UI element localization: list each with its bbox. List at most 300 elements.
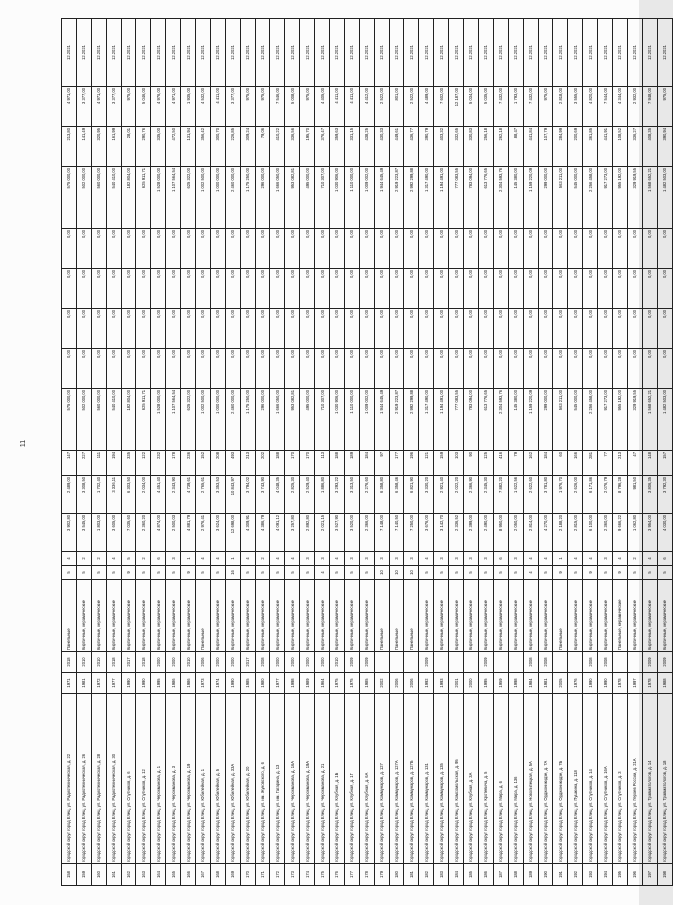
year-built-cell: 1978 <box>612 673 627 694</box>
deadline-cell: 12.2021 <box>598 19 613 87</box>
address-cell: городской округ город Елец, ул. Спутников, д. 12 <box>136 694 151 864</box>
table-row <box>389 19 404 886</box>
cost-per-m2-cell: 441,91 <box>598 127 613 167</box>
floors-cell: 10 <box>404 566 419 580</box>
year-built-cell: 1985 <box>359 673 374 694</box>
funding-source-cell: 0,00 <box>493 349 508 389</box>
total-area-cell: 3 902,80 <box>62 514 77 552</box>
table-row <box>315 19 330 886</box>
table-row <box>404 19 419 886</box>
funding-source-cell: 0,00 <box>553 349 568 389</box>
year-built-cell: 1990 <box>121 673 136 694</box>
cost-per-m2-cell: 290,76 <box>136 127 151 167</box>
fund-cost-cell: 625 322,00 <box>181 167 196 229</box>
cost-per-m2-cell: 436,77 <box>404 127 419 167</box>
wall-material-cell: Кирпичные, керамические <box>106 580 121 652</box>
wall-material-cell: Кирпичные, керамические <box>642 580 657 652</box>
floors-cell: 9 <box>553 566 568 580</box>
deadline-cell: 12.2021 <box>538 19 553 87</box>
cost-per-m2-cell: 359,63 <box>330 127 345 167</box>
funding-source-cell: 0,00 <box>464 229 479 269</box>
deadline-cell: 12.2021 <box>657 19 672 87</box>
year-repair-cell: 2008 <box>523 652 538 673</box>
living-area-cell: 3 330,20 <box>419 476 434 514</box>
deadline-cell: 12.2021 <box>493 19 508 87</box>
fund-cost-cell: 495 000,00 <box>300 167 315 229</box>
residents-cell: 281 <box>583 451 598 476</box>
address-cell: городской округ город Елец, ул. Радиотехническая, д. 22 <box>62 694 77 864</box>
max-cost-cell: 2 818,00 <box>553 87 568 127</box>
cost-per-m2-cell: 390,94 <box>657 127 672 167</box>
fund-cost-cell: 2 992 299,88 <box>404 167 419 229</box>
year-repair-cell: 2009 <box>419 652 434 673</box>
year-repair-cell: 2008 <box>583 652 598 673</box>
funding-source-cell: 0,00 <box>478 309 493 349</box>
living-area-cell: 6 821,90 <box>404 476 419 514</box>
row-number-cell: 185 <box>464 864 479 886</box>
total-cost-cell: 563 211,00 <box>553 389 568 451</box>
wall-material-cell: Кирпичные, керамические <box>121 580 136 652</box>
year-repair-cell <box>374 652 389 673</box>
fund-cost-cell: 299 000,00 <box>538 167 553 229</box>
funding-source-cell: 0,00 <box>300 309 315 349</box>
page-number: 11 <box>20 439 28 448</box>
funding-source-cell: 0,00 <box>583 349 598 389</box>
deadline-cell: 12.2021 <box>523 19 538 87</box>
funding-source-cell: 0,00 <box>121 229 136 269</box>
total-area-cell: 3 257,80 <box>285 514 300 552</box>
year-repair-cell <box>449 652 464 673</box>
year-repair-cell: 2000 <box>151 652 166 673</box>
row-number-cell: 186 <box>478 864 493 886</box>
total-area-cell: 7 140,50 <box>389 514 404 552</box>
floors-cell: 9 <box>612 566 627 580</box>
total-area-cell: 7 148,00 <box>374 514 389 552</box>
row-number-cell: 163 <box>136 864 151 886</box>
total-cost-cell: 329 919,55 <box>627 389 642 451</box>
floors-cell: 5 <box>91 566 106 580</box>
fund-cost-cell: 182 804,00 <box>121 167 136 229</box>
total-cost-cell: 1 568 652,21 <box>642 389 657 451</box>
funding-source-cell: 0,00 <box>434 269 449 309</box>
residents-cell: 208 <box>210 451 225 476</box>
wall-material-cell: Панельные <box>404 580 419 652</box>
funding-source-cell: 0,00 <box>196 349 211 389</box>
residents-cell: 232 <box>151 451 166 476</box>
deadline-cell: 12.2021 <box>91 19 106 87</box>
funding-source-cell: 0,00 <box>434 229 449 269</box>
total-cost-cell: 182 804,00 <box>121 389 136 451</box>
deadline-cell: 12.2021 <box>62 19 77 87</box>
funding-source-cell: 0,00 <box>91 269 106 309</box>
funding-source-cell: 0,00 <box>419 349 434 389</box>
fund-cost-cell: 2 304 593,76 <box>493 167 508 229</box>
funding-source-cell: 0,00 <box>225 269 240 309</box>
address-cell: городской округ город Елец, ул. Орджоникидзе, д. 7Б <box>553 694 568 864</box>
floors-cell: 5 <box>419 566 434 580</box>
floors-cell: 5 <box>627 566 642 580</box>
living-area-cell: 4 451,40 <box>151 476 166 514</box>
living-area-cell: 1 702,40 <box>91 476 106 514</box>
funding-source-cell: 0,00 <box>404 229 419 269</box>
wall-material-cell: Кирпичные, керамические <box>434 580 449 652</box>
funding-source-cell: 0,00 <box>240 269 255 309</box>
address-cell: городской округ город Елец, ул. Комсомольская, д. 95 <box>449 694 464 864</box>
funding-source-cell: 0,00 <box>166 349 181 389</box>
floors-cell: 5 <box>210 566 225 580</box>
floors-cell: 5 <box>464 566 479 580</box>
row-number-cell: 170 <box>240 864 255 886</box>
total-cost-cell: 625 322,00 <box>181 389 196 451</box>
max-cost-cell: 4 344,00 <box>612 87 627 127</box>
residents-cell: 77 <box>598 451 613 476</box>
residents-cell: 189 <box>344 451 359 476</box>
funding-source-cell: 0,00 <box>553 229 568 269</box>
row-number-cell: 172 <box>270 864 285 886</box>
funding-source-cell: 0,00 <box>568 269 583 309</box>
funding-source-cell: 0,00 <box>359 349 374 389</box>
funding-source-cell: 0,00 <box>76 269 91 309</box>
total-cost-cell: 145 380,00 <box>508 389 523 451</box>
funding-source-cell: 0,00 <box>598 349 613 389</box>
total-area-cell: 3 676,00 <box>419 514 434 552</box>
max-cost-cell: 4 411,00 <box>330 87 345 127</box>
year-repair-cell: 2008 <box>598 652 613 673</box>
funding-source-cell: 0,00 <box>523 269 538 309</box>
funding-source-cell: 0,00 <box>627 229 642 269</box>
floors-cell: 5 <box>359 566 374 580</box>
table-row <box>508 19 523 886</box>
year-built-cell: 2005 <box>553 673 568 694</box>
max-cost-cell: 4 971,00 <box>62 87 77 127</box>
total-area-cell: 1 062,80 <box>627 514 642 552</box>
funding-source-cell: 0,00 <box>657 309 672 349</box>
table-row <box>121 19 136 886</box>
year-repair-cell: 2000 <box>210 652 225 673</box>
cost-per-m2-cell: 262,18 <box>493 127 508 167</box>
fund-cost-cell: 783 094,00 <box>464 167 479 229</box>
address-cell: городской округ город Елец, ул. Черокманова, д. 3 <box>166 694 181 864</box>
table-row <box>106 19 121 886</box>
floors-cell: 4 <box>523 566 538 580</box>
living-area-cell: 6 171,86 <box>583 476 598 514</box>
max-cost-cell: 3 377,00 <box>225 87 240 127</box>
table-row <box>240 19 255 886</box>
total-area-cell: 2 360,20 <box>136 514 151 552</box>
floors-cell: 5 <box>166 566 181 580</box>
deadline-cell: 12.2021 <box>240 19 255 87</box>
funding-source-cell: 0,00 <box>255 229 270 269</box>
living-area-cell: 3 336,11 <box>106 476 121 514</box>
wall-material-cell: Кирпичные, керамические <box>181 580 196 652</box>
deadline-cell: 12.2021 <box>285 19 300 87</box>
cost-per-m2-cell: 256,18 <box>478 127 493 167</box>
funding-source-cell: 0,00 <box>151 349 166 389</box>
fund-cost-cell: 575 000,00 <box>62 167 77 229</box>
max-cost-cell: 7 432,00 <box>493 87 508 127</box>
row-number-cell: 160 <box>91 864 106 886</box>
cost-per-m2-cell: 438,25 <box>359 127 374 167</box>
row-number-cell: 174 <box>300 864 315 886</box>
floors-cell: 9 <box>181 566 196 580</box>
deadline-cell: 12.2021 <box>344 19 359 87</box>
funding-source-cell: 0,00 <box>464 309 479 349</box>
deadline-cell: 12.2021 <box>419 19 434 87</box>
address-cell: городской округ город Елец, ул. Коммунаров, д. 131 <box>419 694 434 864</box>
entrances-cell: 4 <box>285 552 300 566</box>
table-row <box>151 19 166 886</box>
deadline-cell: 12.2021 <box>404 19 419 87</box>
cost-per-m2-cell: 309,24 <box>240 127 255 167</box>
funding-source-cell: 0,00 <box>106 349 121 389</box>
deadline-cell: 12.2021 <box>255 19 270 87</box>
funding-source-cell: 0,00 <box>240 229 255 269</box>
living-area-cell: 2 529,40 <box>300 476 315 514</box>
year-repair-cell: 2017 <box>121 652 136 673</box>
funding-source-cell: 0,00 <box>642 269 657 309</box>
entrances-cell: 1 <box>553 552 568 566</box>
funding-source-cell: 0,00 <box>657 229 672 269</box>
entrances-cell: 3 <box>359 552 374 566</box>
deadline-cell: 12.2021 <box>612 19 627 87</box>
residents-cell: 148 <box>642 451 657 476</box>
address-cell: городской округ город Елец, ул. Коммунаров, д. 127 <box>374 694 389 864</box>
wall-material-cell: Кирпичные, керамические <box>359 580 374 652</box>
fund-cost-cell: 2 460 000,00 <box>225 167 240 229</box>
floors-cell: 5 <box>300 566 315 580</box>
living-area-cell: 2 921,40 <box>434 476 449 514</box>
funding-source-cell: 0,00 <box>285 309 300 349</box>
year-repair-cell <box>627 652 642 673</box>
funding-source-cell: 0,00 <box>255 309 270 349</box>
total-cost-cell: 560 000,00 <box>91 389 106 451</box>
living-area-cell: 981,50 <box>627 476 642 514</box>
year-repair-cell: 2009 <box>642 652 657 673</box>
funding-source-cell: 0,00 <box>404 349 419 389</box>
funding-source-cell: 0,00 <box>464 349 479 389</box>
fund-cost-cell: 1 944 645,49 <box>374 167 389 229</box>
entrances-cell: 3 <box>598 552 613 566</box>
address-cell: городской округ город Елец, ул. Юбилейная, д. 5 <box>210 694 225 864</box>
total-cost-cell: 613 776,65 <box>478 389 493 451</box>
row-number-cell: 193 <box>583 864 598 886</box>
floors-cell: 5 <box>642 566 657 580</box>
floors-cell: 4 <box>315 566 330 580</box>
year-built-cell: 1964 <box>315 673 330 694</box>
living-area-cell: 1 886,80 <box>315 476 330 514</box>
entrances-cell: 4 <box>583 552 598 566</box>
total-cost-cell: 1 000 000,00 <box>210 389 225 451</box>
total-cost-cell: 917 273,00 <box>598 389 613 451</box>
funding-source-cell: 0,00 <box>419 229 434 269</box>
entrances-cell: 3 <box>315 552 330 566</box>
residents-cell: 202 <box>255 451 270 476</box>
total-area-cell: 6 100,00 <box>583 514 598 552</box>
wall-material-cell: Кирпичные, керамические <box>136 580 151 652</box>
fund-cost-cell: 1 175 250,00 <box>240 167 255 229</box>
deadline-cell: 12.2021 <box>627 19 642 87</box>
funding-source-cell: 0,00 <box>166 309 181 349</box>
year-built-cell: 1990 <box>225 673 240 694</box>
address-cell: городской округ город Елец, ул. Мира, д. 6 <box>493 694 508 864</box>
residents-cell: 166 <box>568 451 583 476</box>
funding-source-cell: 0,00 <box>285 229 300 269</box>
total-area-cell: 4 881,79 <box>181 514 196 552</box>
residents-cell: 147 <box>62 451 77 476</box>
living-area-cell: 3 806,35 <box>642 476 657 514</box>
funding-source-cell: 0,00 <box>449 229 464 269</box>
funding-source-cell: 0,00 <box>612 349 627 389</box>
cost-per-m2-cell: 88,47 <box>508 127 523 167</box>
funding-source-cell: 0,00 <box>121 309 136 349</box>
wall-material-cell: Кирпичные, керамические <box>657 580 672 652</box>
floors-cell: 5 <box>568 566 583 580</box>
row-number-cell: 184 <box>449 864 464 886</box>
table-row <box>598 19 613 886</box>
address-cell: городской округ город Елец, ул. Мира, д. 136 <box>508 694 523 864</box>
living-area-cell: 2 626,00 <box>568 476 583 514</box>
cost-per-m2-cell: 108,52 <box>612 127 627 167</box>
floors-cell: 10 <box>374 566 389 580</box>
funding-source-cell: 0,00 <box>181 309 196 349</box>
funding-source-cell: 0,00 <box>121 269 136 309</box>
table-row <box>627 19 642 886</box>
floors-cell: 5 <box>151 566 166 580</box>
funding-source-cell: 0,00 <box>181 229 196 269</box>
total-cost-cell: 1 107 564,54 <box>166 389 181 451</box>
funding-source-cell: 0,00 <box>538 309 553 349</box>
floors-cell: 5 <box>478 566 493 580</box>
funding-source-cell: 0,00 <box>240 349 255 389</box>
year-repair-cell: 2000 <box>270 652 285 673</box>
total-area-cell: 3 142,70 <box>434 514 449 552</box>
wall-material-cell: Кирпичные, керамические <box>255 580 270 652</box>
fund-cost-cell: 1 009 002,00 <box>359 167 374 229</box>
entrances-cell: 4 <box>240 552 255 566</box>
total-area-cell: 12 698,00 <box>225 514 240 552</box>
funding-source-cell: 0,00 <box>210 229 225 269</box>
total-cost-cell: 1 528 000,00 <box>151 389 166 451</box>
total-area-cell: 2 976,41 <box>196 514 211 552</box>
wall-material-cell: Кирпичные, керамические <box>493 580 508 652</box>
year-repair-cell <box>389 652 404 673</box>
max-cost-cell: 3 377,00 <box>106 87 121 127</box>
year-repair-cell: 2000 <box>225 652 240 673</box>
funding-source-cell: 0,00 <box>91 309 106 349</box>
table-row <box>344 19 359 886</box>
total-cost-cell: 1 159 220,09 <box>523 389 538 451</box>
funding-source-cell: 0,00 <box>404 309 419 349</box>
max-cost-cell: 1 935,00 <box>181 87 196 127</box>
table-row <box>76 19 91 886</box>
wall-material-cell: Кирпичные, керамические <box>508 580 523 652</box>
funding-source-cell: 0,00 <box>598 309 613 349</box>
living-area-cell: 2 034,00 <box>136 476 151 514</box>
funding-source-cell: 0,00 <box>553 269 568 309</box>
address-cell: городской округ город Елец, ул. Клубная, д. 3А <box>464 694 479 864</box>
funding-source-cell: 0,00 <box>91 349 106 389</box>
address-cell: городской округ город Елец, ул. Спутников, д. 6 <box>121 694 136 864</box>
year-built-cell: 1981 <box>538 673 553 694</box>
funding-source-cell: 0,00 <box>106 229 121 269</box>
table-row <box>210 19 225 886</box>
total-cost-cell: 953 082,81 <box>285 389 300 451</box>
funding-source-cell: 0,00 <box>285 349 300 389</box>
total-area-cell: 2 490,00 <box>478 514 493 552</box>
wall-material-cell: Кирпичные, керамические <box>210 580 225 652</box>
address-cell: городской округ город Елец, ул. им. Гагарина, д. 13 <box>270 694 285 864</box>
table-row <box>612 19 627 886</box>
floors-cell: 5 <box>270 566 285 580</box>
cost-per-m2-cell: 410,22 <box>270 127 285 167</box>
row-number-cell: 187 <box>493 864 508 886</box>
wall-material-cell: Кирпичные, керамические <box>315 580 330 652</box>
max-cost-cell: 4 405,00 <box>315 87 330 127</box>
funding-source-cell: 0,00 <box>374 309 389 349</box>
wall-material-cell: Кирпичные, керамические <box>285 580 300 652</box>
funding-source-cell: 0,00 <box>642 349 657 389</box>
wall-material-cell: Кирпичные, керамические <box>76 580 91 652</box>
funding-source-cell: 0,00 <box>508 229 523 269</box>
year-built-cell: 1995 <box>478 673 493 694</box>
address-cell: городской округ город Елец, ул. Юбилейная, д. 20 <box>240 694 255 864</box>
cost-per-m2-cell: 28,01 <box>121 127 136 167</box>
address-cell: городской округ город Елец, ул. Клубная, д. 6А <box>359 694 374 864</box>
total-area-cell: 3 527,90 <box>330 514 345 552</box>
address-cell: городской округ город Елец, ул. Черокманова, д. 1 <box>151 694 166 864</box>
total-cost-cell: 783 094,00 <box>464 389 479 451</box>
wall-material-cell: Кирпичные, керамические <box>523 580 538 652</box>
entrances-cell: 2 <box>255 552 270 566</box>
deadline-cell: 12.2021 <box>374 19 389 87</box>
table-row <box>330 19 345 886</box>
deadline-cell: 12.2021 <box>76 19 91 87</box>
row-number-cell: 195 <box>612 864 627 886</box>
cost-per-m2-cell: 408,35 <box>642 127 657 167</box>
funding-source-cell: 0,00 <box>166 229 181 269</box>
address-cell: городской округ город Елец, ул. Героев России, д. 21А <box>627 694 642 864</box>
year-repair-cell: 2009 <box>478 652 493 673</box>
year-repair-cell: 2006 <box>196 652 211 673</box>
year-built-cell: 1976 <box>568 673 583 694</box>
address-cell: городской округ город Елец, ул. Юбилейная, д. 1 <box>196 694 211 864</box>
total-cost-cell: 1 110 000,00 <box>344 389 359 451</box>
max-cost-cell: 975,00 <box>300 87 315 127</box>
table-row <box>166 19 181 886</box>
entrances-cell: 4 <box>419 552 434 566</box>
total-area-cell: 2 892,80 <box>300 514 315 552</box>
entrances-cell: 1 <box>181 552 196 566</box>
table-row <box>583 19 598 886</box>
year-built-cell: 1980 <box>255 673 270 694</box>
deadline-cell: 12.2021 <box>568 19 583 87</box>
row-number-cell: 189 <box>523 864 538 886</box>
year-repair-cell: 2018 <box>136 652 151 673</box>
table-row <box>449 19 464 886</box>
floors-cell: 5 <box>344 566 359 580</box>
funding-source-cell: 0,00 <box>76 309 91 349</box>
funding-source-cell: 0,00 <box>523 229 538 269</box>
row-number-cell: 169 <box>225 864 240 886</box>
living-area-cell: 3 313,50 <box>344 476 359 514</box>
funding-source-cell: 0,00 <box>538 229 553 269</box>
year-repair-cell <box>493 652 508 673</box>
funding-source-cell: 0,00 <box>538 269 553 309</box>
deadline-cell: 12.2021 <box>389 19 404 87</box>
funding-source-cell: 0,00 <box>493 269 508 309</box>
funding-source-cell: 0,00 <box>434 349 449 389</box>
year-built-cell: 1977 <box>270 673 285 694</box>
